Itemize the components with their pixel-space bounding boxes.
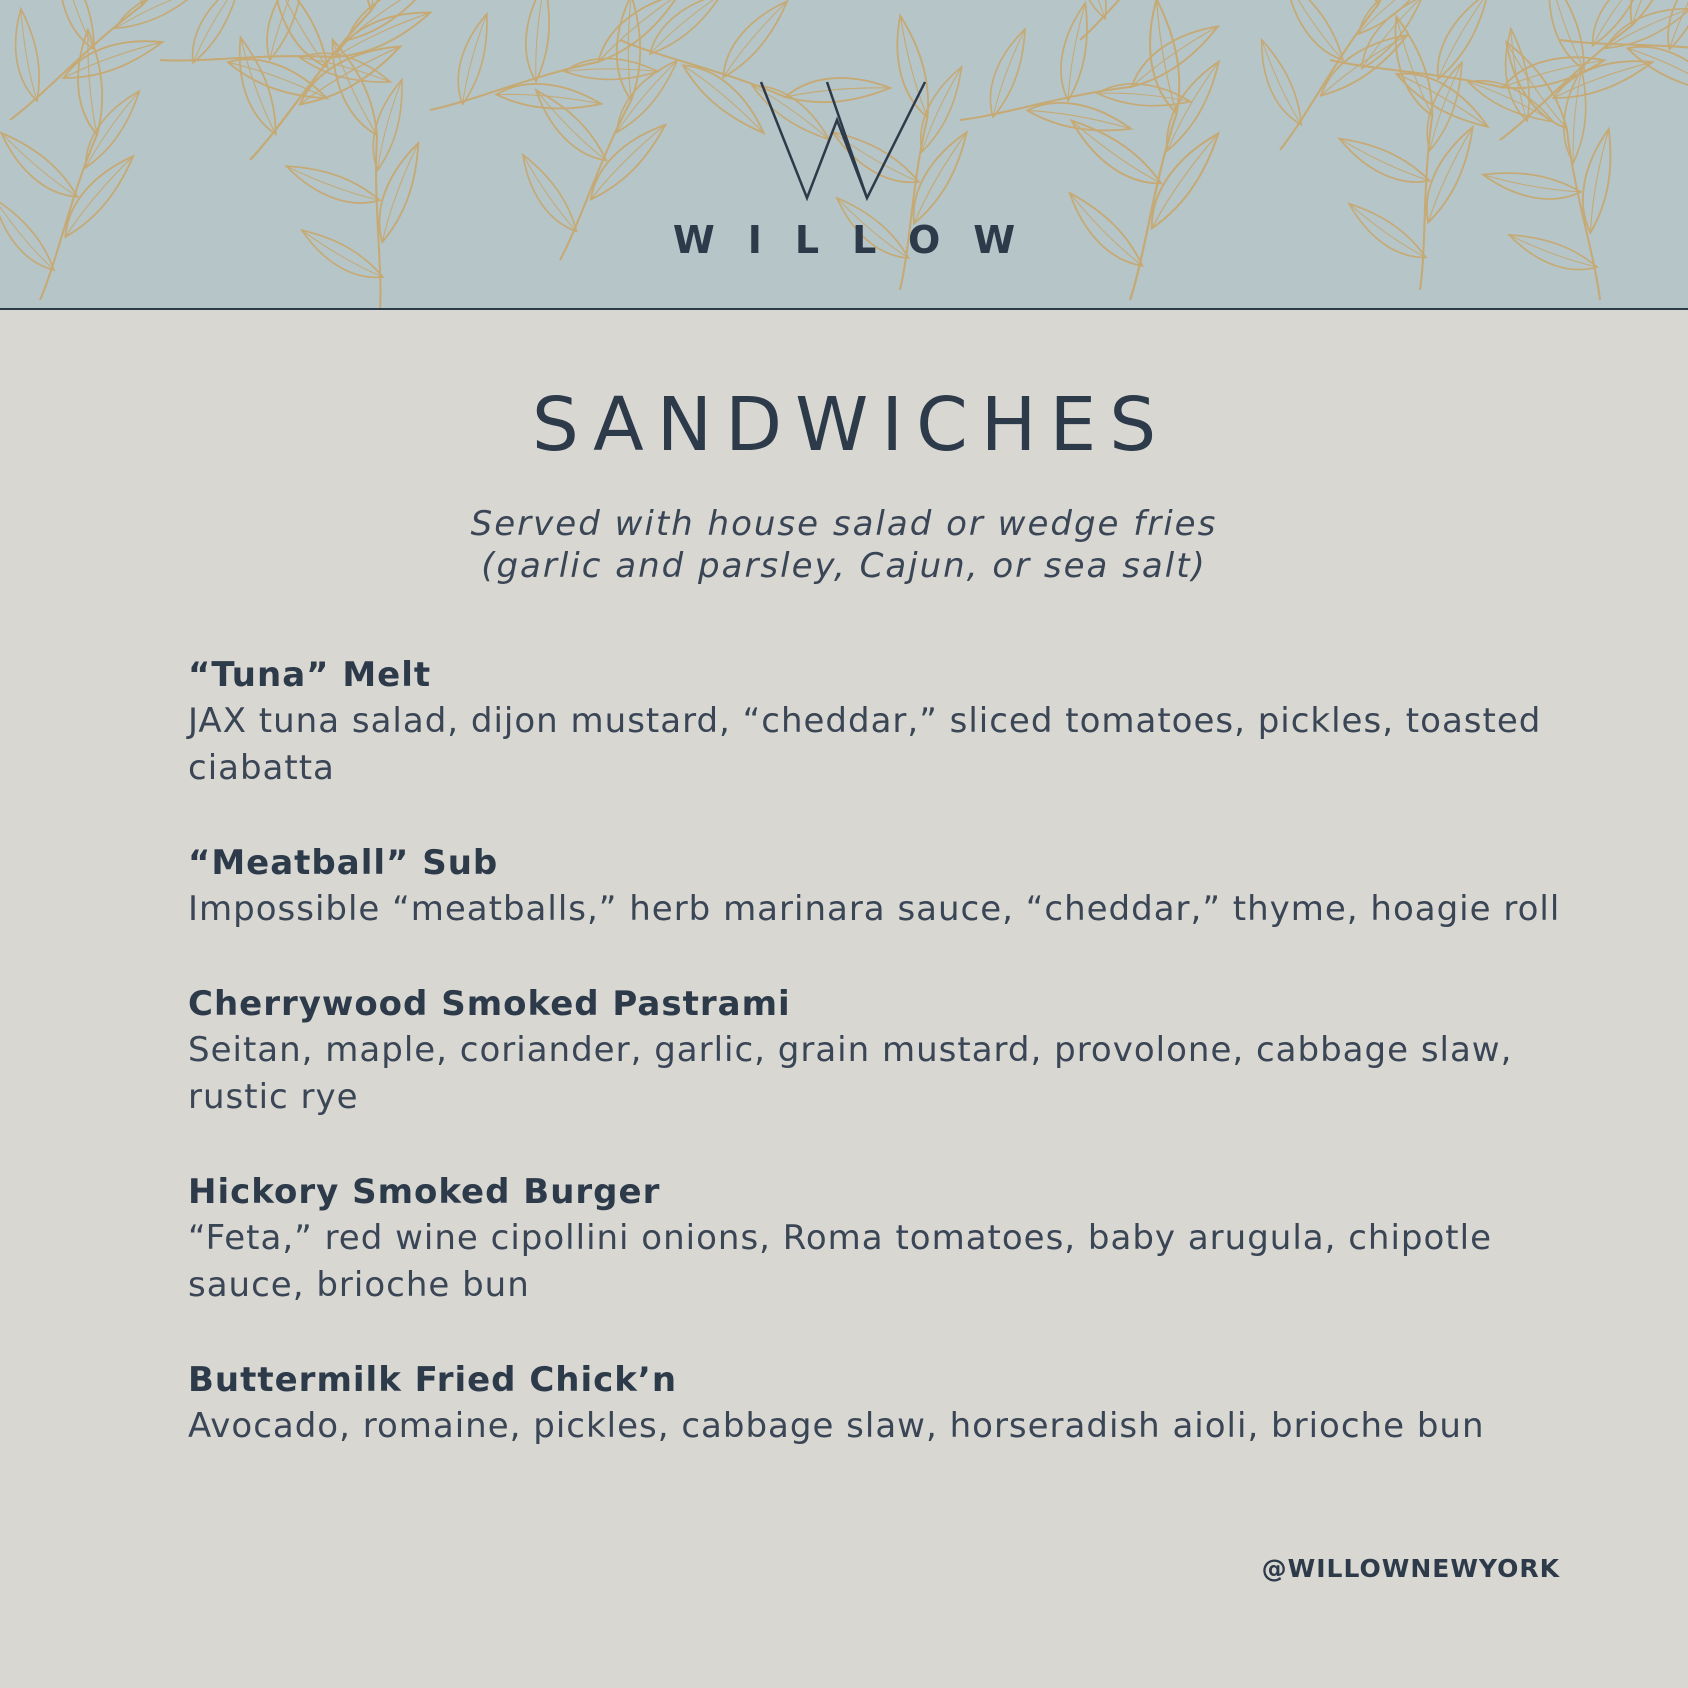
subtitle-line-1: Served with house salad or wedge fries [470,504,1218,544]
item-name: Buttermilk Fried Chick’n [188,1360,678,1400]
menu-item [188,1169,1568,1309]
item-description: “Feta,” red wine cipollini onions, Roma tomatoes, baby arugula, chipotle sauce, brioche bun [188,1218,1493,1305]
item-name: Cherrywood Smoked Pastrami [188,984,791,1024]
brand-wordmark: WILLOW [672,218,1049,262]
menu-item [188,981,1568,1121]
item-description: Impossible “meatballs,” herb marinara sauce, “cheddar,” thyme, hoagie roll [188,889,1561,929]
item-description: Avocado, romaine, pickles, cabbage slaw, horseradish aioli, brioche bun [188,1406,1485,1446]
menu-item [188,840,1568,933]
item-description: JAX tuna salad, dijon mustard, “cheddar,” sliced tomatoes, pickles, toasted ciabatta [188,701,1542,788]
logo [0,0,1688,308]
section-title: SANDWICHES [531,382,1170,468]
menu-item [188,1357,1568,1450]
header-banner [0,0,1688,310]
item-name: “Meatball” Sub [188,843,499,883]
menu-items [188,652,1568,1498]
item-name: “Tuna” Melt [188,655,432,695]
subtitle-line-2: (garlic and parsley, Cajun, or sea salt) [481,546,1207,586]
item-name: Hickory Smoked Burger [188,1172,661,1212]
willow-w-logo-icon [759,80,929,202]
item-description: Seitan, maple, coriander, garlic, grain mustard, provolone, cabbage slaw, rustic rye [188,1030,1513,1117]
section-subtitle [0,503,1688,587]
social-handle: @WILLOWNEWYORK [1261,1554,1560,1583]
menu-item [188,652,1568,792]
